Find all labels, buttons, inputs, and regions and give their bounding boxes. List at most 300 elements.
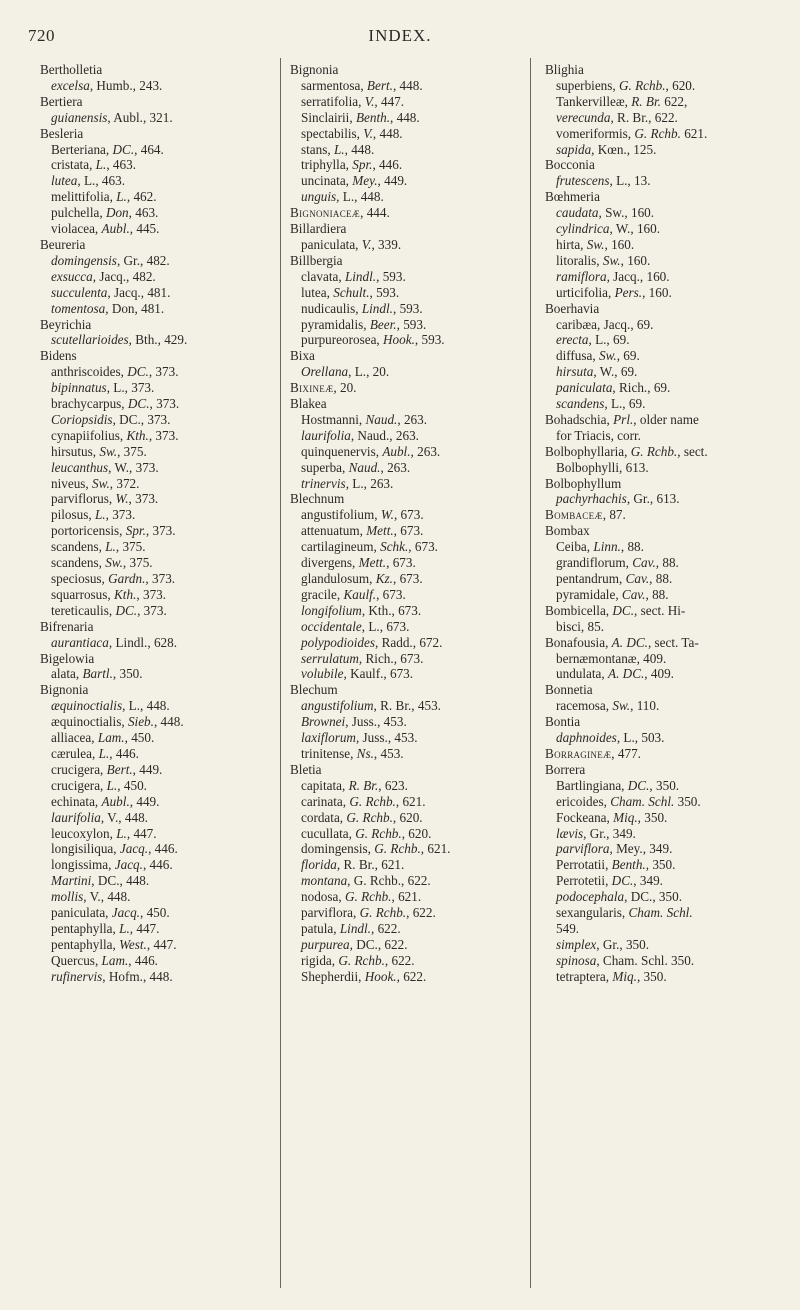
index-text: , L., 69. — [588, 332, 630, 348]
index-text: Cav. — [625, 571, 650, 586]
index-text: Bonnetia — [545, 682, 593, 698]
index-entry — [40, 412, 280, 428]
index-heading — [40, 126, 280, 142]
index-text: , DC., 373. — [112, 411, 171, 427]
index-text: Gardn. — [108, 571, 146, 586]
index-heading — [40, 237, 280, 253]
index-text: Hook. — [364, 968, 397, 984]
index-text: Ceiba, — [556, 539, 594, 555]
index-entry — [40, 205, 280, 221]
index-text: Bombaceæ — [545, 507, 603, 523]
index-entry — [290, 301, 530, 317]
index-text: Sieb. — [127, 714, 154, 730]
index-text: Bohadschia, — [545, 411, 614, 427]
index-text: Boerhavia — [545, 300, 600, 316]
index-text: DC. — [612, 602, 635, 618]
index-entry — [290, 778, 530, 794]
index-text: , 373. — [105, 507, 136, 523]
index-text: Blechum — [290, 682, 338, 698]
index-text: , Kaulf., 673. — [343, 666, 414, 682]
index-text: , 673. — [392, 571, 423, 586]
index-text: , 20. — [333, 380, 357, 396]
index-entry — [290, 953, 530, 969]
index-text: Hook. — [383, 332, 415, 348]
index-entry — [545, 794, 785, 810]
index-text: , 446. — [128, 952, 158, 968]
index-entry — [545, 237, 785, 253]
index-text: carinata, — [301, 793, 350, 809]
index-entry — [290, 571, 530, 587]
index-entry — [290, 841, 530, 857]
index-text: Schk. — [380, 539, 409, 555]
index-entry — [40, 778, 280, 794]
index-text: Mey. — [352, 173, 378, 189]
index-text: Tankervilleæ, — [556, 93, 632, 109]
index-text: , G. Rchb., 622. — [347, 873, 431, 889]
index-text: , 462. — [126, 189, 157, 205]
index-text: , 449. — [129, 793, 160, 809]
index-entry — [290, 78, 530, 94]
index-text: Brownei — [301, 714, 346, 730]
index-text: , Jacq., 482. — [92, 268, 156, 284]
index-text: , 446. — [142, 857, 173, 873]
index-text: R. Br. — [348, 777, 379, 793]
index-text: , DC., 622. — [349, 936, 408, 952]
index-text: G. Rchb. — [346, 809, 393, 825]
index-entry — [545, 571, 785, 587]
index-entry — [40, 571, 280, 587]
index-entry — [290, 507, 530, 523]
index-text: , 373. — [145, 571, 176, 586]
index-column-3 — [545, 62, 785, 985]
index-text: bisci, 85. — [556, 618, 604, 634]
index-text: scutellarioides — [51, 332, 129, 348]
index-text: , 620. — [665, 77, 696, 93]
column-divider — [530, 58, 531, 1288]
index-text: Naud. — [348, 459, 381, 475]
index-text: V. — [364, 93, 375, 109]
index-text: sarmentosa, — [301, 77, 367, 93]
index-text: , Mey., 349. — [609, 841, 673, 857]
index-text: superbiens, — [556, 77, 619, 93]
index-text: , 593. — [376, 268, 406, 284]
index-text: A. DC. — [608, 666, 645, 682]
index-entry — [545, 826, 785, 842]
index-entry — [40, 873, 280, 889]
index-text: stans, — [301, 141, 334, 157]
index-text: , Gr., 350. — [596, 936, 650, 952]
index-text: portoricensis, — [51, 523, 126, 539]
index-text: Lindl. — [344, 268, 377, 284]
index-heading — [40, 619, 280, 635]
index-entry — [40, 428, 280, 444]
index-text: anthriscoides, — [51, 364, 128, 380]
index-text: Bolbophyllum — [545, 475, 622, 491]
index-text: , 593. — [396, 316, 427, 332]
index-text: hirta, — [556, 236, 587, 252]
index-text: parviflora, — [301, 905, 360, 921]
index-text: , 373. — [137, 602, 167, 618]
index-text: simplex — [556, 936, 597, 952]
index-entry — [545, 969, 785, 985]
index-text: , Gr., 482. — [116, 252, 170, 268]
index-text: Sw. — [612, 698, 631, 714]
index-text: pyramidalis, — [301, 316, 370, 332]
index-heading — [545, 476, 785, 492]
index-entry — [290, 857, 530, 873]
index-text: Sw. — [99, 443, 118, 459]
index-text: patula, — [301, 920, 340, 936]
index-text: Bolbophylli, 613. — [556, 459, 649, 475]
index-heading — [545, 682, 785, 698]
index-text: , Radd., 672. — [375, 634, 443, 650]
index-text: hirsutus, — [51, 443, 100, 459]
index-text: longifolium — [301, 602, 362, 618]
page-number: 720 — [28, 26, 55, 45]
index-entry — [545, 253, 785, 269]
index-entry — [40, 698, 280, 714]
index-text: , 593. — [414, 332, 445, 348]
index-heading — [545, 189, 785, 205]
index-entry — [545, 221, 785, 237]
index-text: nudicaulis, — [301, 300, 362, 316]
index-heading — [545, 507, 785, 523]
index-text: G. Rchb. — [338, 952, 385, 968]
index-text: Bœhmeria — [545, 189, 600, 205]
index-text: , 88. — [645, 586, 669, 602]
index-text: L. — [333, 141, 345, 157]
index-text: exsucca — [51, 268, 93, 284]
index-text: Aubl. — [382, 443, 411, 459]
index-text: L. — [106, 777, 118, 793]
index-entry — [545, 905, 785, 921]
index-text: Jacq. — [114, 857, 143, 873]
index-text: Ns. — [356, 745, 374, 761]
index-text: cærulea, — [51, 745, 99, 761]
index-text: pentandrum, — [556, 571, 626, 586]
index-entry — [40, 826, 280, 842]
index-entry — [40, 794, 280, 810]
index-entry — [40, 507, 280, 523]
index-text: racemosa, — [556, 698, 613, 714]
index-entry — [545, 332, 785, 348]
index-entry — [290, 826, 530, 842]
index-text: , 88. — [655, 555, 679, 571]
index-text: , L., 463. — [77, 173, 125, 189]
index-text: , 373. — [136, 586, 167, 602]
index-text: podocephala — [556, 889, 625, 905]
index-text: clavata, — [301, 268, 345, 284]
index-text: , 444. — [360, 205, 390, 221]
index-text: , 350. — [636, 968, 667, 984]
index-text: Miq. — [613, 809, 638, 825]
index-text: alata, — [51, 666, 83, 682]
index-text: , 88. — [649, 571, 673, 586]
index-entry — [545, 428, 785, 444]
index-text: Lindl. — [339, 920, 371, 936]
index-heading — [545, 746, 785, 762]
index-heading — [545, 762, 785, 778]
index-entry — [40, 539, 280, 555]
index-entry — [290, 698, 530, 714]
index-text: Blighia — [545, 62, 584, 77]
index-text: Sinclairii, — [301, 109, 356, 125]
index-text: , 593. — [392, 300, 423, 316]
index-text: Bartl. — [82, 666, 113, 682]
index-text: rigida, — [301, 952, 339, 968]
index-text: , 446. — [372, 157, 403, 173]
index-text: Kth. — [114, 586, 137, 602]
index-heading — [545, 412, 785, 428]
index-text: paniculata, — [301, 236, 362, 252]
index-text: Bifrenaria — [40, 618, 94, 634]
index-entry — [40, 555, 280, 571]
index-text: , 620. — [401, 825, 432, 841]
index-text: Lindl. — [361, 300, 393, 316]
index-entry — [40, 285, 280, 301]
index-text: , Jacq., 481. — [107, 284, 171, 300]
index-entry — [40, 523, 280, 539]
index-text: serrulatum — [301, 650, 359, 666]
index-text: , 446. — [148, 841, 178, 857]
index-entry — [40, 110, 280, 126]
index-text: 549. — [556, 920, 580, 936]
index-text: purpureorosea, — [301, 332, 384, 348]
index-text: , 673. — [408, 539, 438, 555]
index-entry — [40, 587, 280, 603]
index-text: , 622. — [370, 920, 401, 936]
index-text: DC. — [115, 602, 138, 618]
index-text: DC. — [112, 141, 135, 157]
index-text: niveus, — [51, 475, 93, 491]
index-text: , 448. — [390, 109, 420, 125]
index-text: , Aubl., 321. — [107, 109, 173, 125]
index-text: litoralis, — [556, 252, 603, 268]
index-text: , 88. — [620, 539, 644, 555]
index-text: Berteriana, — [51, 141, 113, 157]
index-text: Bignonia — [290, 62, 339, 77]
index-entry — [545, 348, 785, 364]
index-text: Shepherdii, — [301, 968, 365, 984]
index-text: Sw. — [92, 475, 110, 491]
index-text: , 375. — [122, 555, 153, 571]
index-text: Bigelowia — [40, 650, 95, 666]
index-text: squarrosus, — [51, 586, 115, 602]
index-text: Sw. — [586, 236, 605, 252]
index-text: sapida — [556, 141, 592, 157]
index-text: lævis — [556, 825, 584, 841]
index-entry — [40, 189, 280, 205]
index-entry — [40, 810, 280, 826]
index-heading — [545, 635, 785, 651]
index-text: Bixa — [290, 348, 315, 364]
index-column-2 — [290, 62, 530, 985]
index-text: verecunda — [556, 109, 611, 125]
index-text: succulenta — [51, 284, 108, 300]
index-text: G. Rchb. — [630, 443, 678, 459]
index-text: spinosa — [556, 952, 597, 968]
index-text: , 375. — [115, 539, 146, 555]
index-text: Aubl. — [101, 793, 130, 809]
index-text: Borragineæ — [545, 745, 612, 761]
index-text: Cham. Schl. — [610, 793, 675, 809]
index-entry — [545, 730, 785, 746]
index-entry — [40, 142, 280, 158]
index-text: , 69. — [616, 348, 640, 364]
index-text: Bombax — [545, 523, 590, 539]
index-text: , 448. — [392, 77, 423, 93]
index-text: Beureria — [40, 236, 86, 252]
index-text: A. DC. — [611, 634, 648, 650]
index-entry — [40, 746, 280, 762]
index-text: urticifolia, — [556, 284, 615, 300]
index-text: undulata, — [556, 666, 609, 682]
index-text: caudata — [556, 205, 599, 221]
index-text: , 620. — [392, 809, 423, 825]
index-text: Quercus, — [51, 952, 102, 968]
index-text: Bletia — [290, 761, 322, 777]
index-entry — [545, 857, 785, 873]
index-text: , Rich., 673. — [358, 650, 424, 666]
index-entry — [545, 142, 785, 158]
index-text: , 372. — [109, 475, 140, 491]
index-text: , 350. — [637, 809, 668, 825]
index-entry — [290, 332, 530, 348]
index-text: , 450. — [139, 905, 170, 921]
index-text: , 110. — [630, 698, 660, 714]
index-text: , L., 673. — [361, 618, 410, 634]
index-text: Mett. — [366, 523, 394, 539]
index-text: crucigera, — [51, 777, 107, 793]
index-text: , Kth., 673. — [361, 602, 422, 618]
index-heading — [290, 62, 530, 78]
index-text: Naud. — [365, 411, 398, 427]
index-text: , Juss., 453. — [355, 730, 418, 746]
index-entry — [290, 921, 530, 937]
index-text: Hostmanni, — [301, 411, 366, 427]
index-entry — [40, 78, 280, 94]
index-entry — [290, 173, 530, 189]
index-text: excelsa — [51, 77, 90, 93]
index-text: V. — [361, 236, 372, 252]
index-entry — [40, 969, 280, 985]
index-text: Bolbophyllaria, — [545, 443, 631, 459]
index-text: melittifolia, — [51, 189, 117, 205]
index-text: Bontia — [545, 714, 581, 730]
index-text: Bignonia — [40, 682, 89, 698]
index-entry — [40, 332, 280, 348]
index-entry — [290, 476, 530, 492]
index-text: trinitense, — [301, 745, 357, 761]
index-text: Prl. — [613, 411, 634, 427]
index-text: West. — [119, 936, 147, 952]
index-text: , Jacq., 160. — [606, 268, 670, 284]
index-text: , 447. — [374, 93, 405, 109]
index-entry — [290, 635, 530, 651]
index-text: Fockeana, — [556, 809, 614, 825]
index-text: Lam. — [97, 730, 125, 746]
index-text: pyramidale, — [556, 586, 622, 602]
index-entry — [545, 364, 785, 380]
index-text: Schult. — [333, 284, 370, 300]
index-text: bernæmontanæ, 409. — [556, 650, 667, 666]
index-text: , sect. Hi- — [634, 602, 686, 618]
index-text: Orellana — [301, 364, 349, 380]
index-text: , 450. — [124, 730, 155, 746]
index-text: , 350. — [649, 777, 680, 793]
index-text: , 263. — [380, 459, 411, 475]
index-entry — [545, 587, 785, 603]
index-entry — [40, 857, 280, 873]
index-text: triphylla, — [301, 157, 353, 173]
index-text: Bocconia — [545, 157, 595, 173]
index-text: laurifolia — [51, 809, 101, 825]
index-entry — [290, 523, 530, 539]
index-entry — [545, 285, 785, 301]
index-text: , 673. — [376, 586, 406, 602]
index-text: Perrotetii, — [556, 873, 612, 889]
index-entry — [40, 364, 280, 380]
index-entry — [40, 762, 280, 778]
index-text: , 160. — [604, 236, 635, 252]
index-text: Coriopsidis — [51, 411, 113, 427]
index-text: serratifolia, — [301, 93, 365, 109]
index-text: Billbergia — [290, 252, 343, 268]
index-heading — [40, 651, 280, 667]
index-heading — [290, 682, 530, 698]
index-text: diffusa, — [556, 348, 599, 364]
index-text: Bertholletia — [40, 62, 103, 77]
index-text: , 673. — [393, 507, 424, 523]
index-entry — [545, 778, 785, 794]
index-entry — [545, 110, 785, 126]
index-text: 350. — [674, 793, 701, 809]
index-text: cynapiifolius, — [51, 427, 127, 443]
index-text: , 449. — [377, 173, 408, 189]
index-entry — [40, 221, 280, 237]
index-heading — [545, 157, 785, 173]
index-text: , 409. — [644, 666, 674, 682]
index-entry — [290, 730, 530, 746]
index-text: , L., 263. — [345, 475, 394, 491]
index-entry — [545, 937, 785, 953]
index-entry — [290, 714, 530, 730]
index-text: , V., 448. — [100, 809, 148, 825]
index-text: angustifolium — [301, 698, 374, 714]
index-text: caribæa, Jacq., 69. — [556, 316, 654, 332]
index-text: , Humb., 243. — [89, 77, 163, 93]
index-text: glandulosum, — [301, 571, 376, 586]
index-entry — [40, 889, 280, 905]
index-entry — [290, 969, 530, 985]
index-text: Perrotatii, — [556, 857, 612, 873]
column-divider — [280, 58, 281, 1288]
index-entry — [545, 205, 785, 221]
index-text: L. — [116, 825, 127, 841]
index-text: , W., 160. — [609, 221, 661, 237]
index-entry — [40, 714, 280, 730]
index-entry — [545, 173, 785, 189]
index-text: Kaulf. — [343, 586, 377, 602]
index-heading — [545, 603, 785, 619]
index-entry — [290, 810, 530, 826]
index-text: , L., 448. — [122, 698, 170, 714]
index-text: , L., 20. — [348, 364, 390, 380]
index-entry — [290, 412, 530, 428]
index-text: Lam. — [101, 952, 129, 968]
index-text: aurantiaca — [51, 634, 109, 650]
index-text: Jacq. — [111, 905, 140, 921]
